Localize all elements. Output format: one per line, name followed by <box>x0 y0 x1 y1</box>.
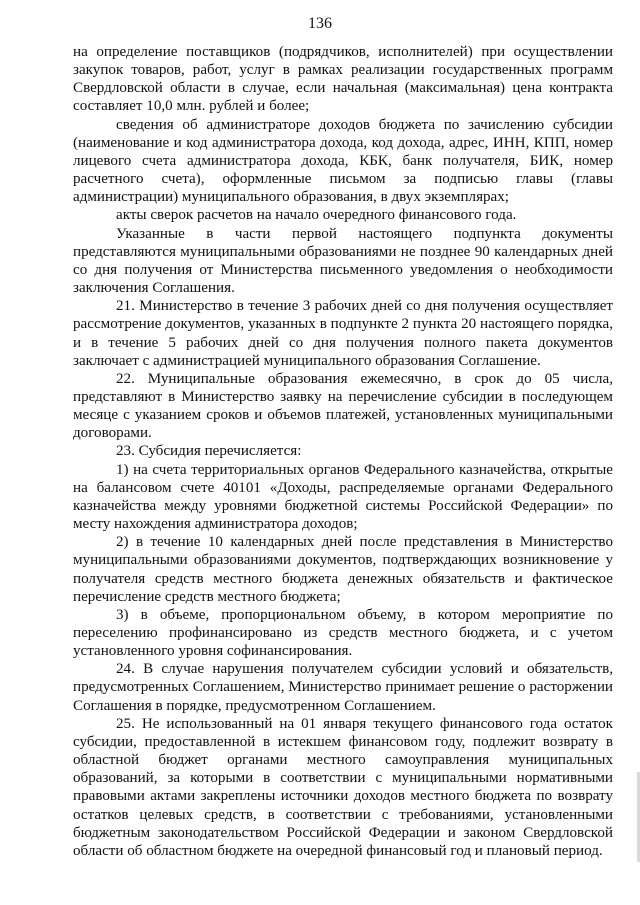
document-text <box>73 43 613 860</box>
page-number: 136 <box>308 15 332 32</box>
paragraph-23: 23. Субсидия перечисляется: <box>116 443 302 460</box>
paragraph-23-item-1: 1) на счета территориальных органов Федерального казначейства, открытые на балансовом счете 40101 «Доходы, распределяемые органами Федерального казначейства между уровнями бюджетной системы Российской Федерации» по месту нахождения администратора доходов; <box>73 461 613 533</box>
paragraph-reconciliation-acts: акты сверок расчетов на начало очередного финансового года. <box>116 207 517 224</box>
paragraph-revenue-administrator-info: сведения об администраторе доходов бюджета по зачислению субсидии (наименование и код администратора дохода, код дохода, адрес, ИНН, КПП, номер лицевого счета администратора дохода, КБК, банк получателя, БИК, номер расчетного счета), оформленные письмом за подписью главы (главы администрации) муниципального образования, в двух экземплярах; <box>73 116 613 206</box>
paragraph-21: 21. Министерство в течение 3 рабочих дней со дня получения осуществляет рассмотрение документов, указанных в подпункте 2 пункта 20 настоящего порядка, и в течение 5 рабочих дней со дня получения полного пакета документов заключает с администрацией муниципального образования Соглашение. <box>73 298 613 369</box>
paragraph-23-item-3: 3) в объеме, пропорциональном объему, в котором мероприятие по переселению профинансировано из средств местного бюджета, и с учетом установленного уровня софинансирования. <box>73 606 613 660</box>
paragraph-22: 22. Муниципальные образования ежемесячно, в срок до 05 числа, представляют в Министерство заявку на перечисление субсидии в последующем месяце с указанием сроков и объемов платежей, установленных муниципальными договорами. <box>73 370 613 442</box>
paragraph-23-item-2: 2) в течение 10 календарных дней после представления в Министерство муниципальными образованиями документов, подтверждающих возникновение у получателя средств местного бюджета денежных обязательств и фактическое перечисление средств местного бюджета; <box>73 534 613 605</box>
paragraph-24: 24. В случае нарушения получателем субсидии условий и обязательств, предусмотренных Соглашением, Министерство принимает решение о расторжении Соглашения в порядке, предусмотренном Соглашением. <box>73 661 613 714</box>
paragraph-procurement: на определение поставщиков (подрядчиков, исполнителей) при осуществлении закупок товаров, работ, услуг в рамках реализации государственных программ Свердловской области в случае, если начальная (максимальная) цена контракта составляет 10,0 млн. рублей и более; <box>73 44 613 115</box>
paragraph-25: 25. Не использованный на 01 января текущего финансового года остаток субсидии, предоставленной в истекшем финансовом году, подлежит возврату в областной бюджет органами местного самоуправления муниципальных образований, за которыми в соответствии с муниципальными нормативными правовыми актами закреплены источники доходов местного бюджета по возврату остатков целевых средств, в соответствии с требованиями, установленными бюджетным законодательством Российской Федерации и законом Свердловской области об областном бюджете на очередной финансовый год и плановый период. <box>73 715 613 859</box>
paragraph-document-submission: Указанные в части первой настоящего подпункта документы представляются муниципальными образованиями не позднее 90 календарных дней со дня получения от Министерства письменного уведомления о необходимости заключения Соглашения. <box>73 225 613 297</box>
